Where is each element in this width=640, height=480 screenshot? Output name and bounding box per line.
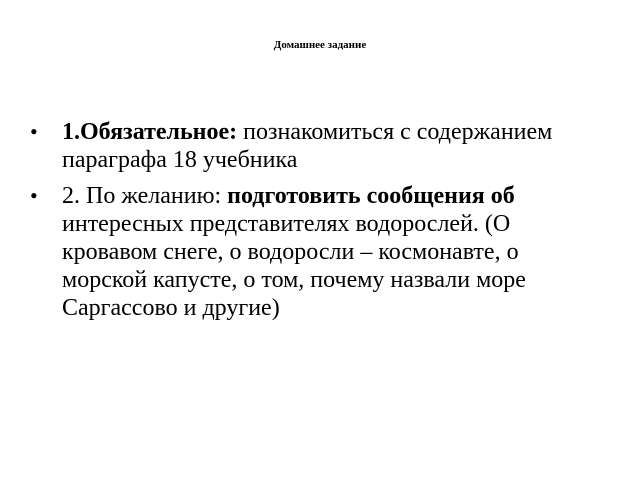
bullet-item-mandatory: [28, 118, 608, 174]
mandatory-label: 1.Обязательное:: [62, 119, 238, 145]
optional-bold-text: подготовить сообщения об: [227, 183, 515, 209]
bullet-item-optional: [28, 182, 608, 322]
optional-text: интересных представителях водорослей. (О кровавом снеге, о водоросли – космонавте, о морской капусте, о том, почему назвали море Саргассово и другие): [62, 211, 526, 321]
optional-prefix: 2. По желанию:: [62, 183, 228, 209]
slide-title: Домашнее задание: [273, 39, 367, 51]
slide-content: [28, 118, 608, 330]
mandatory-text: познакомиться с содержанием параграфа 18 учебника: [62, 119, 553, 173]
bullet-icon: •: [30, 119, 38, 144]
bullet-list: [28, 118, 608, 322]
bullet-icon: •: [30, 183, 38, 208]
